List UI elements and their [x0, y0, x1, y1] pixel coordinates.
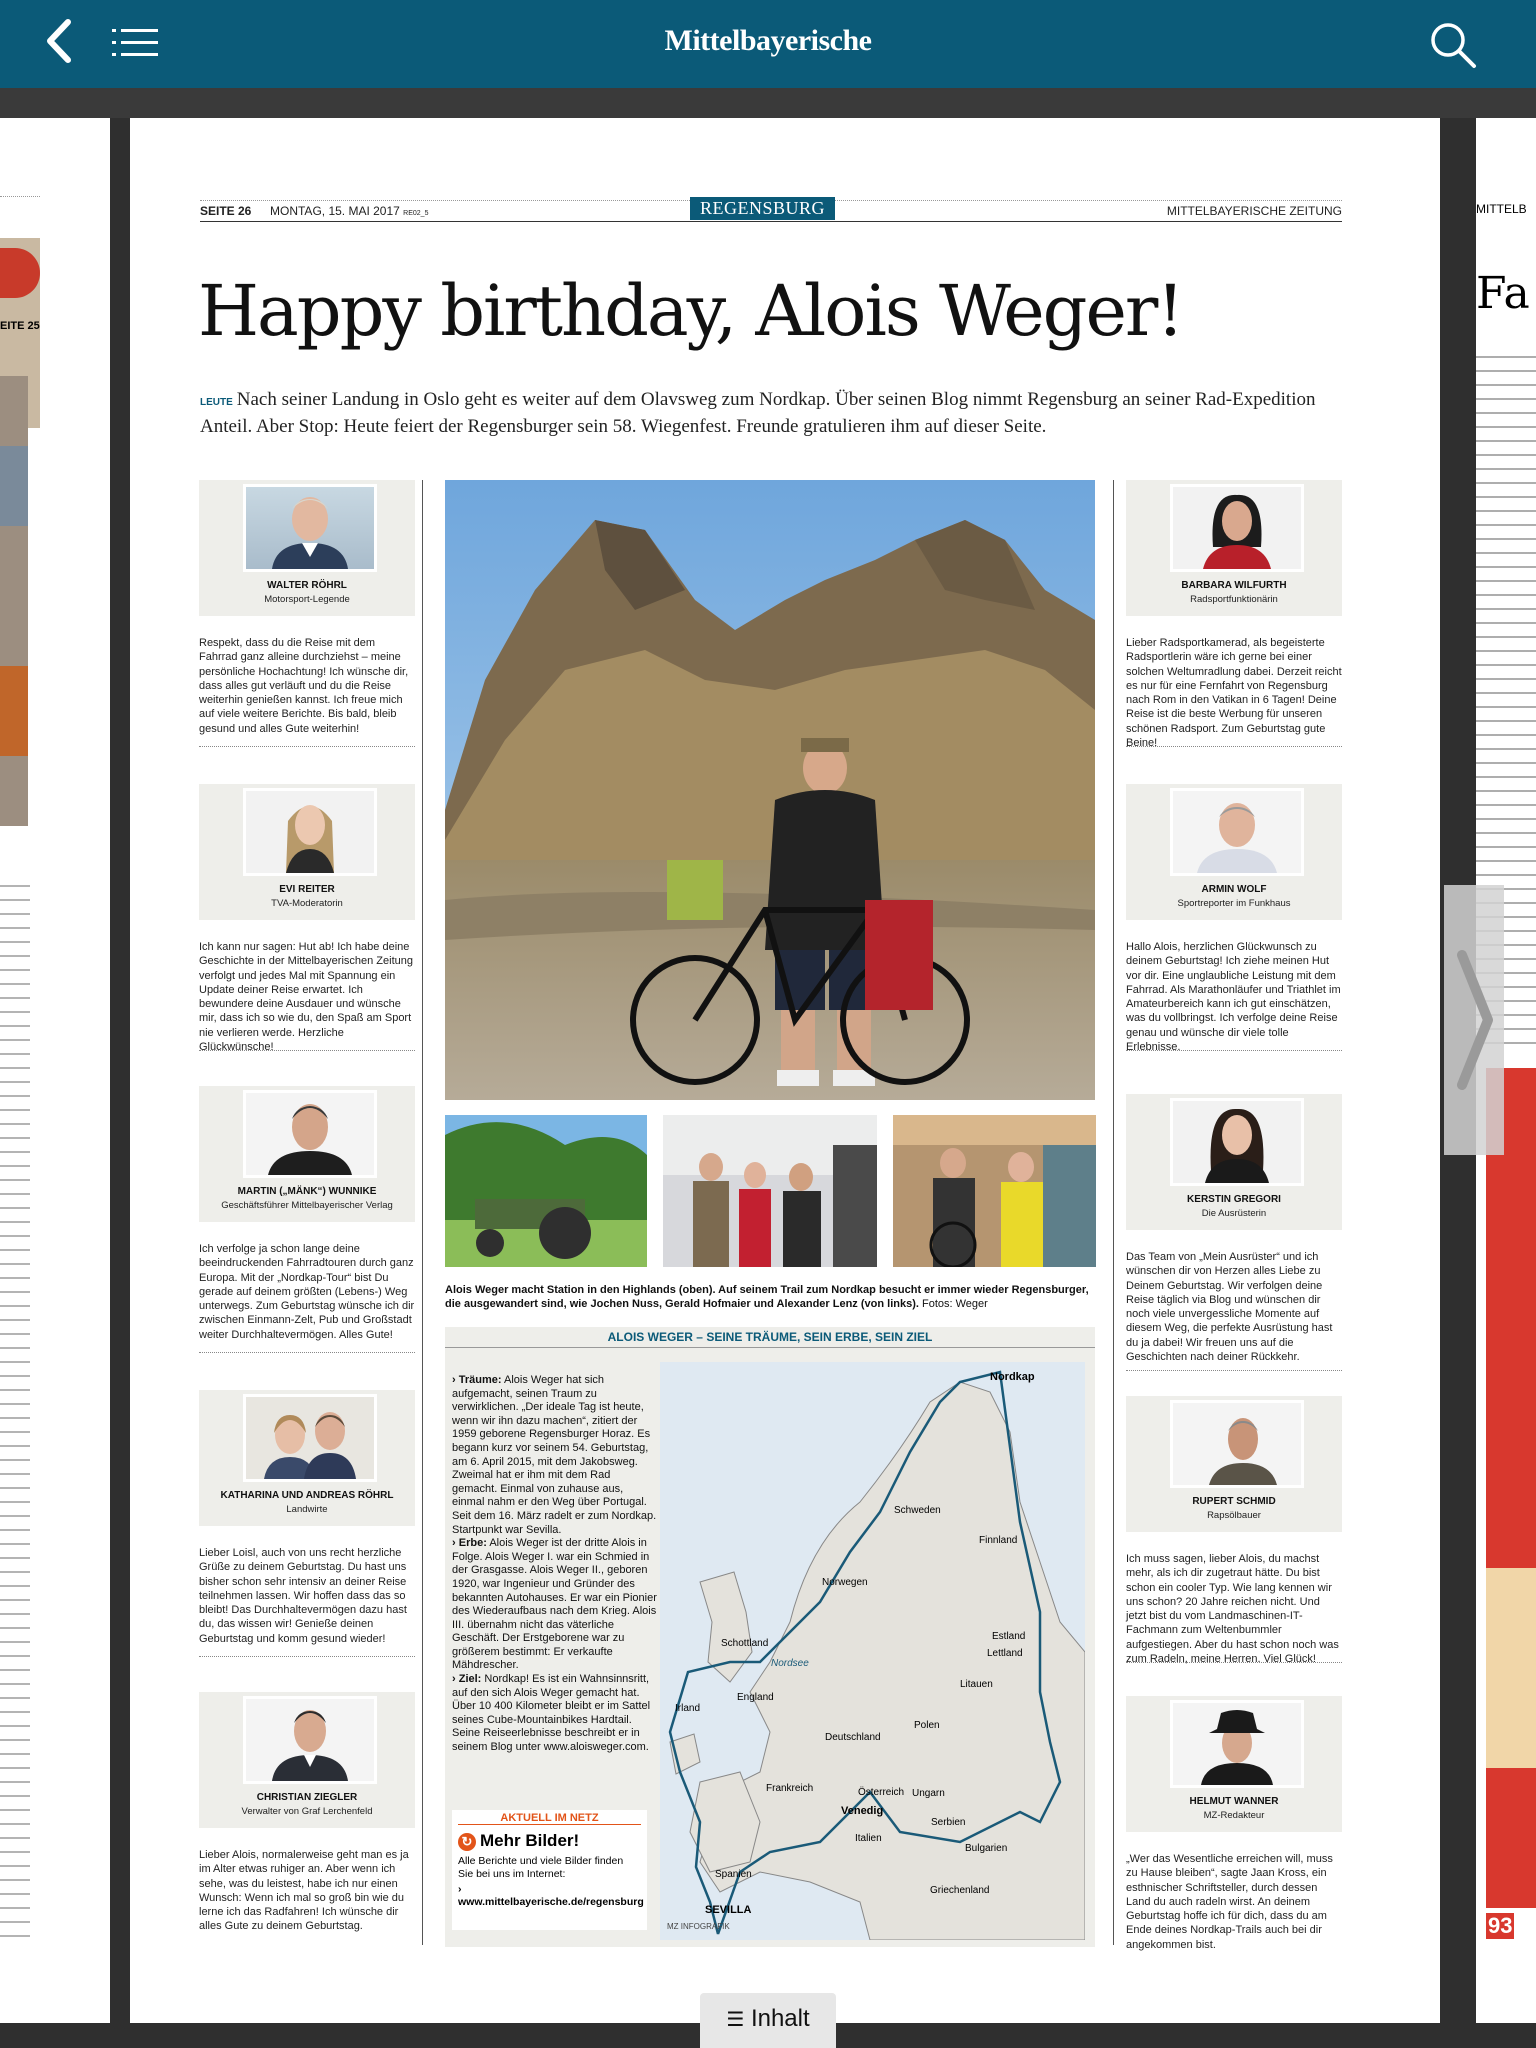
page-header — [200, 200, 1342, 222]
greeting-christian-ziegler — [199, 1692, 415, 1934]
page-number: SEITE 26 — [200, 204, 252, 218]
greeting-text: Lieber Radsportkamerad, als begeisterte Radsportlerin wäre ich gerne bei einer solchen Weltumradlung dabei. Derzeit reicht es nur für eine Fernfahrt von Regensburg nach Rom in den Vatikan in 6 Tagen! Deine Reise ist die beste Werbung für unseren schönen Radsport. Zum Geburtstag gute Beine! — [1126, 637, 1342, 750]
column-divider — [422, 480, 423, 1945]
map-label: Irland — [675, 1703, 701, 1714]
avatar — [243, 1696, 377, 1784]
greeting-katharina-andreas-roehrl — [199, 1390, 415, 1657]
greeting-rupert-schmid — [1126, 1396, 1342, 1666]
chevron-right-icon — [1444, 885, 1504, 1155]
greeting-card: ARMIN WOLF Sportreporter im Funkhaus — [1126, 784, 1342, 920]
map-label: Estland — [992, 1631, 1026, 1642]
next-page-label: MITTELB — [1476, 202, 1527, 216]
refresh-icon: ↻ — [458, 1833, 476, 1851]
previous-page-image — [0, 376, 28, 826]
map-label: Österreich — [858, 1787, 905, 1798]
online-teaser-link[interactable]: › www.mittelbayerische.de/regensburg — [458, 1883, 644, 1908]
greeting-text: Ich verfolge ja schon lange deine beeindruckenden Fahrradtouren durch ganz Europa. Mit der „Nordkap-Tour“ bist Du gerade auf deinem größten (Lebens-) Weg unterwegs. Zum Geburtstag wünsche ich dir zwischen Einmann-Zelt, Pub und Großstadt weiter Durchhaltevermögen. Alles Gute! — [199, 1242, 415, 1353]
photo-food-truck[interactable] — [663, 1115, 877, 1267]
greeting-text: Lieber Loisl, auch von uns recht herzliche Grüße zu deinem Geburtstag. Du hast uns bisher schon sehr intensiv an deiner Reise teilnehmen lassen. Wir hoffen dass das so bleibt! Das Durchhaltevermögen dazu hast du, das wissen wir! Genieße deinen Geburtstag und komm gesund wieder! — [199, 1546, 415, 1657]
map-label: Schottland — [721, 1638, 769, 1649]
map-label: Nordsee — [771, 1658, 809, 1669]
headline: Happy birthday, Alois Weger! — [198, 270, 1183, 352]
online-teaser-heading: ↻ Mehr Bilder! — [452, 1831, 647, 1851]
greeting-evi-reiter — [199, 784, 415, 1054]
greeting-text: Ich kann nur sagen: Hut ab! Ich habe deine Geschichte in der Mittelbayerischen Zeitung verfolgt und jedes Mal mit Spannung ein Update deiner Reise erwartet. Ich bewundere deine Ausdauer und wünsche mir, dass ich so wie du, den Spaß am Sport nie verlieren werde. Herzliche Glückwünsche! — [199, 941, 413, 1054]
greeting-card: EVI REITER TVA-Moderatorin — [199, 784, 415, 920]
infobox-ziel: › Ziel: Nordkap! Es ist ein Wahnsinnsritt, auf den sich Alois Weger gemacht hat. Über 10 400 Kilometer bleibt er im Sattel seines Cube-Mountainbikes Hardtail. Seine Reiseerlebnisse beschreibt er in seinem Blog unter www.aloisweger.com. — [452, 1673, 651, 1754]
map-label: Finnland — [979, 1535, 1018, 1546]
map-label: Spanien — [715, 1869, 752, 1880]
map-label: Deutschland — [825, 1732, 881, 1743]
avatar — [243, 484, 377, 572]
next-page-headline: Fa — [1476, 268, 1530, 319]
avatar — [243, 788, 377, 876]
map-source: MZ INFOGRAFIK — [667, 1922, 730, 1931]
toc-button[interactable] — [700, 1993, 836, 2048]
greeting-card: KATHARINA UND ANDREAS RÖHRL Landwirte — [199, 1390, 415, 1526]
greeting-card: RUPERT SCHMID Rapsölbauer — [1126, 1396, 1342, 1532]
infobox-erbe: › Erbe: Alois Weger ist der dritte Alois in Folge. Alois Weger I. war ein Schmied in der Grasgasse. Alois Weger II., geboren 1920, war Ingenieur und Gründer des bekannten Autohauses. Er war ein Pionier des Wiederaufbaus nach dem Krieg. Alois III. übernahm nicht das väterliche Geschäft. Der Erstgeborene war zu größerem bestimmt: Er verkaufte Mähdrescher. — [452, 1537, 657, 1672]
greeting-card: WALTER RÖHRL Motorsport-Legende — [199, 480, 415, 616]
map-label: Polen — [914, 1720, 940, 1731]
map-label: Ungarn — [912, 1788, 945, 1799]
avatar — [243, 1090, 377, 1178]
map-label: Griechenland — [930, 1885, 990, 1896]
previous-page-label: EITE 25 — [0, 320, 40, 332]
greeting-martin-wunnike — [199, 1086, 415, 1353]
previous-page-text — [0, 878, 30, 1938]
search-icon — [1428, 20, 1478, 70]
map-label: Norwegen — [822, 1577, 868, 1588]
paper-name: MITTELBAYERISCHE ZEITUNG — [1166, 204, 1342, 218]
map-label: Lettland — [987, 1648, 1023, 1659]
toc-label: Inhalt — [750, 2005, 810, 2032]
column-divider — [1113, 480, 1114, 1945]
toolbar-shadow — [0, 88, 1536, 118]
avatar — [1170, 484, 1304, 572]
avatar — [243, 1394, 377, 1482]
avatar — [1170, 1400, 1304, 1488]
photo-tractor[interactable] — [445, 1115, 647, 1267]
greeting-armin-wolf — [1126, 784, 1342, 1054]
next-page-button[interactable] — [1444, 885, 1504, 1155]
avatar — [1170, 1700, 1304, 1788]
online-teaser[interactable] — [452, 1810, 647, 1930]
greeting-text: Lieber Alois, normalerweise geht man es ja im Alter etwas ruhiger an. Aber wenn ich sehe, was du leistest, habe ich nur einen Wunsch: Wenn ich mal so groß bin wie du lerne ich das Radfahren! Ich wünsche dir alles Gute zu deinem Geburtstag. — [199, 1849, 409, 1933]
map-label: Italien — [855, 1833, 882, 1844]
infobox-text — [452, 1374, 657, 1755]
app-header — [0, 0, 1536, 88]
infobox-traeume: › Träume: Alois Weger hat sich aufgemacht, seinen Traum zu verwirklichen. „Der ideale Tag ist heute, wenn wir ihn dazu machen“, zitiert der 1959 geborene Regensburger Horaz. Es begann kurz vor seinem 54. Geburtstag, am 6. April 2015, mit dem Jakobsweg. Zweimal hat er ihm mit dem Rad gemacht. Einmal von zuhause aus, einmal nahm er den Weg über Portugal. Seit dem 16. März radelt er zum Nordkap. Startpunkt war Sevilla. — [452, 1374, 657, 1536]
greeting-text: Hallo Alois, herzlichen Glückwunsch zu deinem Geburtstag! Ich ziehe meinen Hut vor dir. Eine unglaubliche Leistung mit dem Fahrrad. Als Marathonläufer und Triathlet im Amateurbereich kann ich gut einschätzen, was du vollbringst. Ich verfolge deine Reise genau und wünsche dir viele tolle Erlebnisse. — [1126, 941, 1341, 1054]
avatar — [1170, 1098, 1304, 1186]
greeting-card: KERSTIN GREGORI Die Ausrüsterin — [1126, 1094, 1342, 1230]
greeting-barbara-wilfurth — [1126, 480, 1342, 750]
search-button[interactable] — [1428, 20, 1478, 70]
main-photo-highlands[interactable] — [445, 480, 1095, 1100]
section-badge: REGENSBURG — [690, 197, 835, 220]
greeting-text: „Wer das Wesentliche erreichen will, muss zu Hause bleiben“, sagte Jaan Kross, ein esthnischer Schriftsteller, durch dessen Land du auch radeln wirst. An deinem Geburtstag hoffe ich für dich, dass du am Ende deines Nordkap-Trails auch bei dir angekommen bist. — [1126, 1853, 1333, 1951]
map-label: SEVILLA — [705, 1904, 752, 1916]
greeting-card: HELMUT WANNER MZ-Redakteur — [1126, 1696, 1342, 1832]
online-teaser-text: Alle Berichte und viele Bilder finden Sie bei uns im Internet: — [458, 1855, 624, 1880]
map-label: Schweden — [894, 1505, 941, 1516]
infobox-title: ALOIS WEGER – SEINE TRÄUME, SEIN ERBE, SEIN ZIEL — [445, 1327, 1095, 1348]
map-label: Serbien — [931, 1817, 966, 1828]
app-title: Mittelbayerische — [664, 24, 872, 57]
map-label: Venedig — [841, 1805, 884, 1817]
lead-paragraph: LEUTE Nach seiner Landung in Oslo geht es weiter auf dem Olavsweg zum Nordkap. Über seinen Blog nimmt Regensburg an seiner Rad-Expedition Anteil. Aber Stop: Heute feiert der Regensburger sein 58. Wiegenfest. Freunde gratulieren ihm auf dieser Seite. — [200, 389, 1316, 437]
greeting-kerstin-gregori — [1126, 1094, 1342, 1371]
greeting-card: MARTIN („MÄNK“) WUNNIKE Geschäftsführer Mittelbayerischer Verlag — [199, 1086, 415, 1222]
greeting-walter-roehrl — [199, 480, 415, 747]
greeting-text: Respekt, dass du die Reise mit dem Fahrrad ganz alleine durchziehst – meine persönliche Hochachtung! Ich wünsche dir, dass alles gut verläuft und du die Reise weiterhin genießen kannst. Ich freue mich auf viele weitere Berichte. Bis bald, bleib gesund und alles Gute weiterhin! — [199, 636, 415, 747]
greeting-card: CHRISTIAN ZIEGLER Verwalter von Graf Lerchenfeld — [199, 1692, 415, 1828]
next-page-number: 93 — [1488, 1913, 1513, 1938]
next-page-ad — [1486, 1068, 1536, 1908]
map-label: Nordkap — [990, 1371, 1035, 1383]
online-teaser-title: AKTUELL IM NETZ — [458, 1812, 641, 1825]
photo-friends[interactable] — [893, 1115, 1096, 1267]
list-icon: ☰ — [726, 2009, 745, 2031]
greeting-helmut-wanner — [1126, 1696, 1342, 1952]
map-label: Bulgarien — [965, 1843, 1008, 1854]
map-label: Litauen — [960, 1679, 993, 1690]
map-label: England — [737, 1692, 774, 1703]
previous-page-thumbnail[interactable] — [0, 118, 110, 2023]
map-label: Frankreich — [766, 1783, 814, 1794]
greeting-text: Das Team von „Mein Ausrüster“ und ich wünschen dir von Herzen alles Liebe zu Deinem Geburtstag. Wir verfolgen deine Reise täglich via Blog und wünschen dir noch viele unvergessliche Momente auf diesem Weg, die perfekte Ausrüstung hast du ja dabei! Wir freuen uns auf die Geschichten nach deiner Rückkehr. — [1126, 1250, 1342, 1371]
avatar — [1170, 788, 1304, 876]
photo-caption: Alois Weger macht Station in den Highlands (oben). Auf seinem Trail zum Nordkap besucht er immer wieder Regensburger, die ausgewandert sind, wie Jochen Nuss, Gerald Hofmaier und Alexander Lenz (von links). Fotos: Weger — [445, 1284, 1089, 1310]
greeting-text: Ich muss sagen, lieber Alois, du machst mehr, als ich dir zugetraut hätte. Du bist schon ein cooler Typ. Wie lang kennen wir uns schon? 20 Jahre reichen nicht. Und jetzt bist du vom Landmaschinen-IT-Fachmann zum Weltenbummler aufgestiegen. Aber du hast schon noch was zum Radeln, meine Herren. Viel Glück! — [1126, 1552, 1342, 1663]
greeting-card: BARBARA WILFURTH Radsportfunktionärin — [1126, 480, 1342, 616]
page-date: MONTAG, 15. MAI 2017 RE02_5 — [270, 204, 429, 218]
